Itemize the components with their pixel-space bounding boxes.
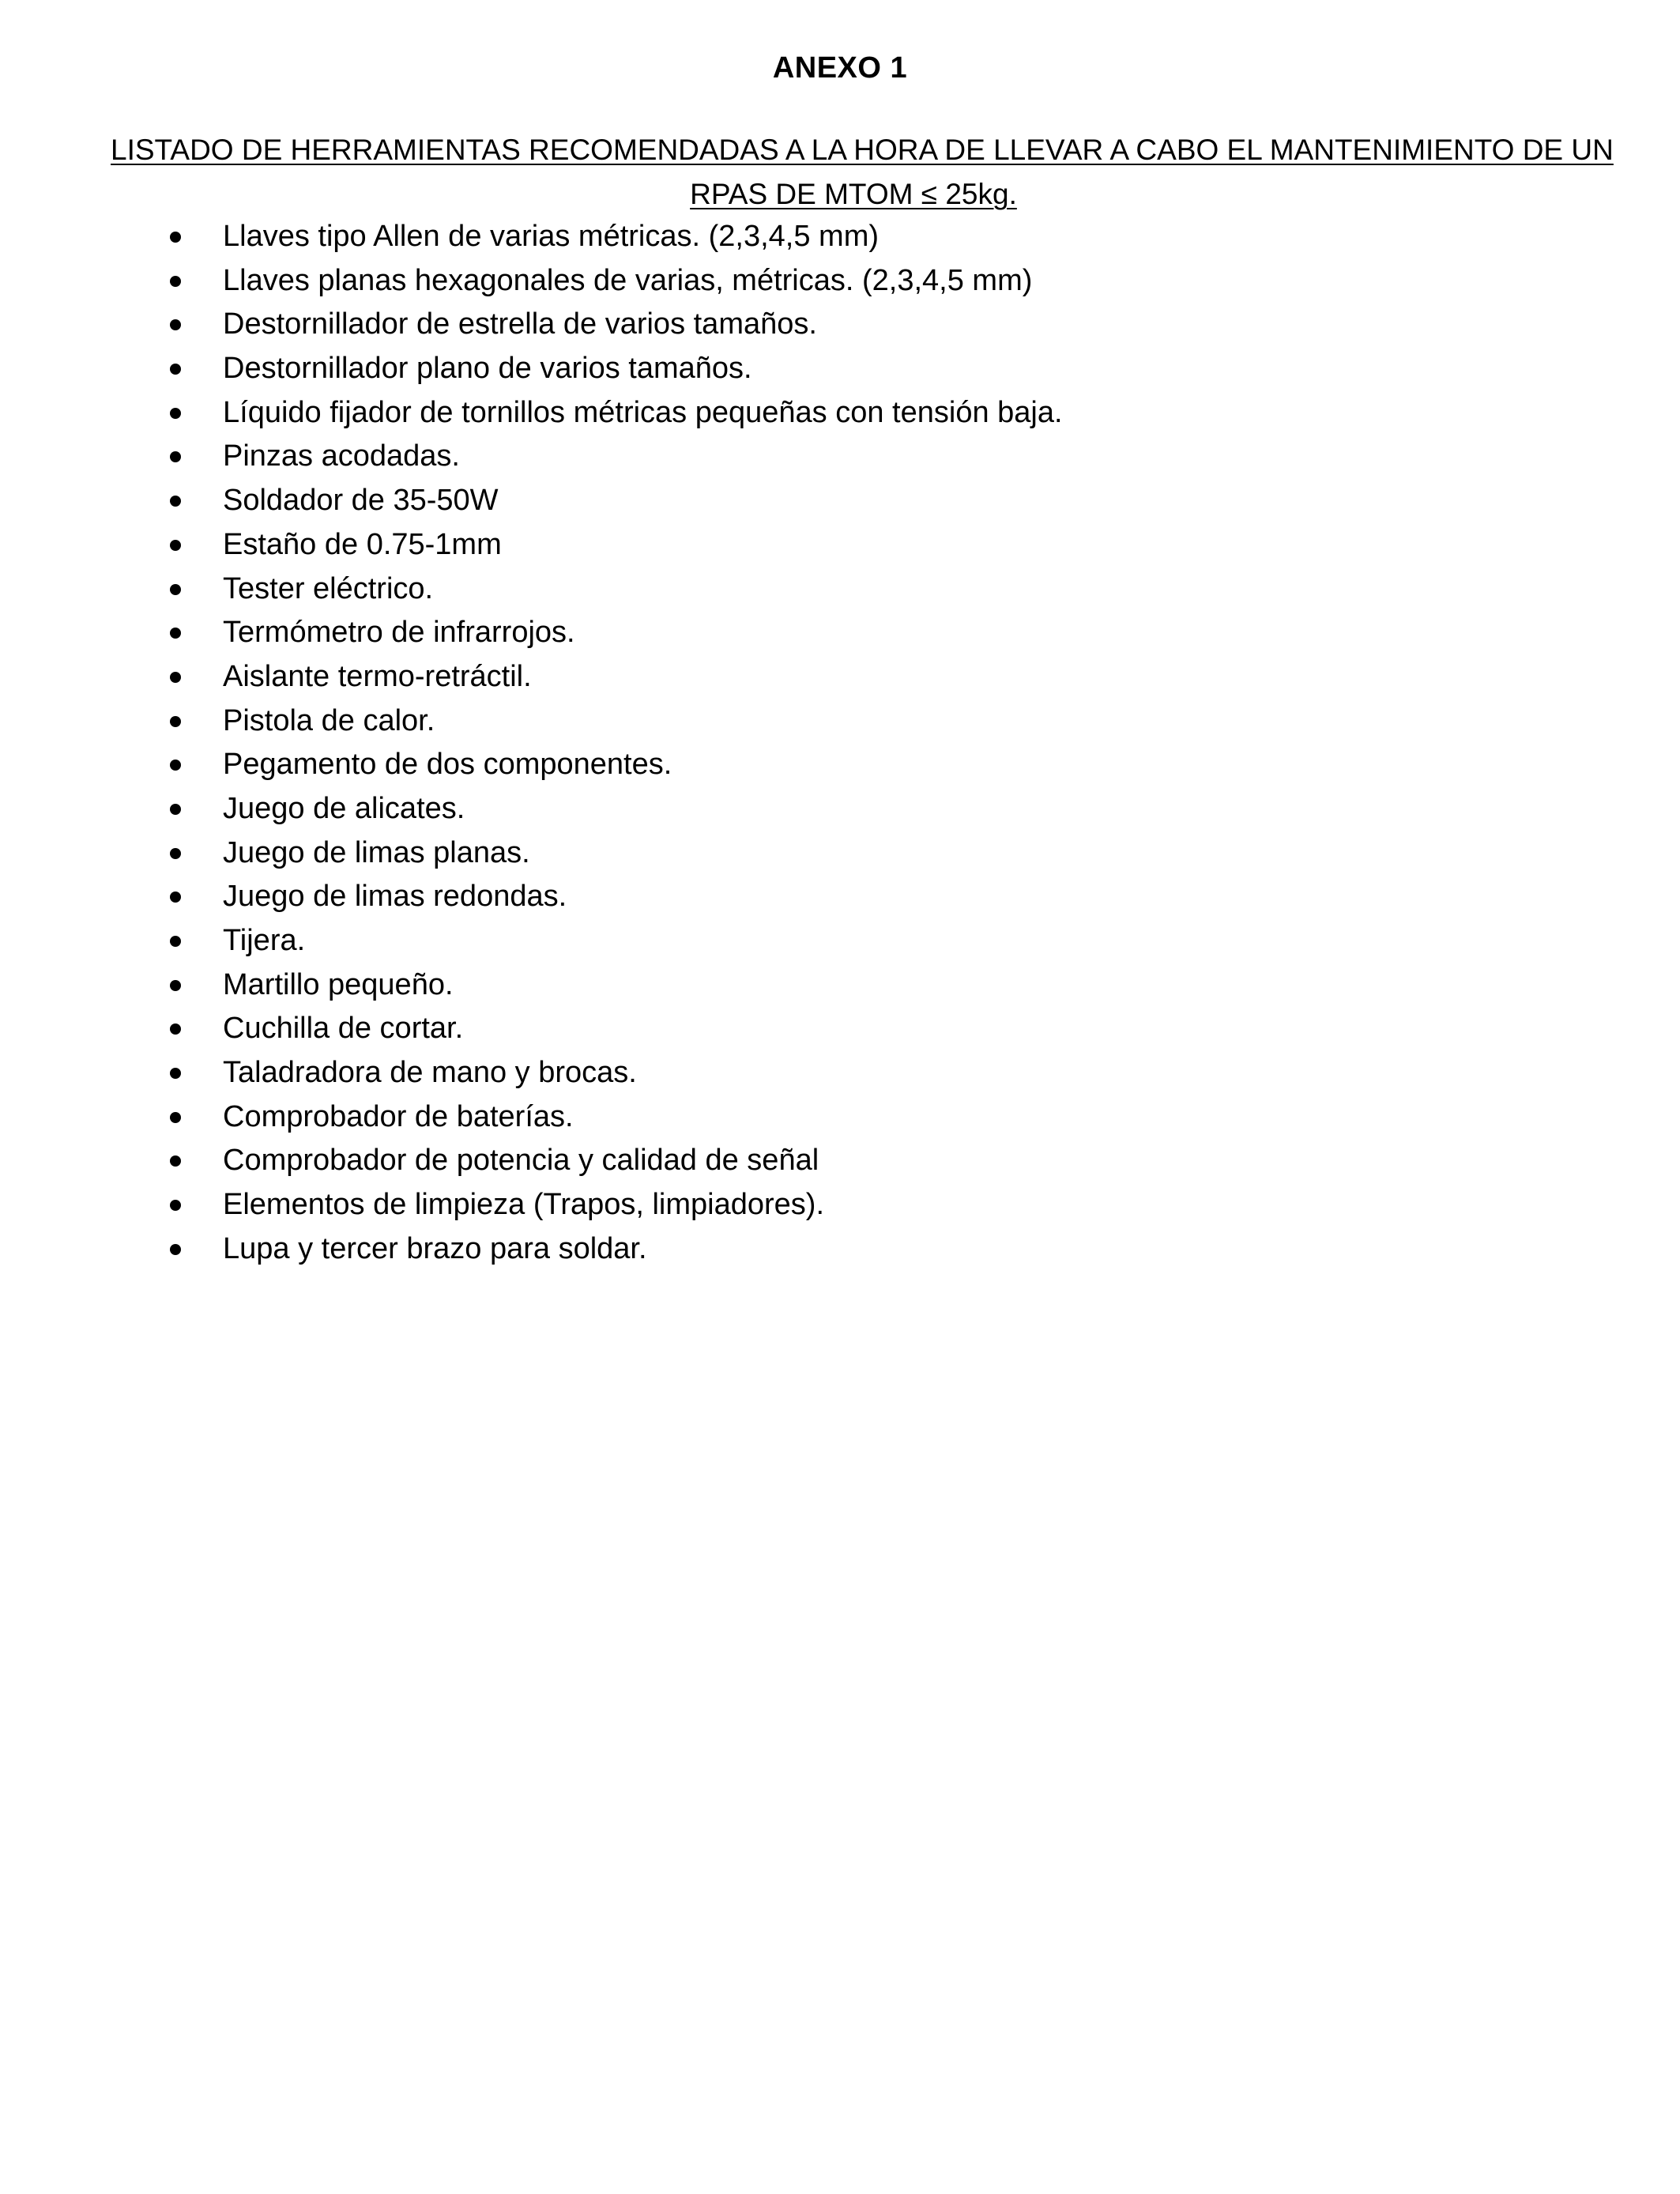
list-item-text: Tijera. bbox=[223, 924, 306, 957]
bullet-icon bbox=[170, 540, 181, 551]
list-item-text: Líquido fijador de tornillos métricas pequeñas con tensión baja. bbox=[223, 395, 1063, 429]
list-item-text: Estaño de 0.75-1mm bbox=[223, 527, 502, 561]
list-item-text: Llaves tipo Allen de varias métricas. (2,3,4,5 mm) bbox=[223, 220, 880, 253]
list-item-text: Comprobador de baterías. bbox=[223, 1099, 574, 1133]
bullet-icon bbox=[170, 451, 181, 462]
bullet-icon bbox=[170, 980, 181, 991]
subtitle-line-1: LISTADO DE HERRAMIENTAS RECOMENDADAS A LA HORA DE LLEVAR A CABO EL MANTENIMIENTO DE UN bbox=[111, 134, 1614, 166]
list-item-text: Pegamento de dos componentes. bbox=[223, 748, 672, 782]
list-item-text: Soldador de 35-50W bbox=[223, 484, 499, 518]
bullet-icon bbox=[170, 496, 181, 507]
bullet-icon bbox=[170, 936, 181, 947]
bullet-icon bbox=[170, 892, 181, 903]
bullet-icon bbox=[170, 716, 181, 727]
bullet-icon bbox=[170, 1112, 181, 1123]
list-item-text: Juego de limas planas. bbox=[223, 835, 530, 869]
bullet-icon bbox=[170, 1068, 181, 1079]
bullet-icon bbox=[170, 1023, 181, 1035]
bullet-icon bbox=[170, 848, 181, 859]
bullet-icon bbox=[170, 408, 181, 419]
list-item-text: Aislante termo-retráctil. bbox=[223, 659, 532, 693]
list-item-text: Martillo pequeño. bbox=[223, 967, 454, 1001]
list-item-text: Cuchilla de cortar. bbox=[223, 1012, 464, 1046]
bullet-icon bbox=[170, 1200, 181, 1211]
bullet-icon bbox=[170, 1155, 181, 1167]
list-item-text: Termómetro de infrarrojos. bbox=[223, 616, 575, 650]
list-item-text: Pistola de calor. bbox=[223, 703, 435, 737]
bullet-icon bbox=[170, 232, 181, 243]
bullet-icon bbox=[170, 760, 181, 771]
document-subtitle bbox=[111, 128, 1614, 217]
list-item-text: Juego de limas redondas. bbox=[223, 880, 567, 914]
bullet-icon bbox=[170, 1244, 181, 1255]
bullet-icon bbox=[170, 804, 181, 815]
subtitle-line-2: RPAS DE MTOM ≤ 25kg. bbox=[690, 178, 1017, 210]
list-item-text: Taladradora de mano y brocas. bbox=[223, 1056, 637, 1090]
list-item-text: Juego de alicates. bbox=[223, 791, 465, 825]
bullet-icon bbox=[170, 672, 181, 683]
list-item-text: Destornillador plano de varios tamaños. bbox=[223, 352, 752, 386]
list-item-text: Pinzas acodadas. bbox=[223, 439, 460, 473]
bullet-icon bbox=[170, 276, 181, 287]
bullet-icon bbox=[170, 364, 181, 375]
bullet-icon bbox=[170, 584, 181, 595]
bullet-icon bbox=[170, 628, 181, 639]
document-title: ANEXO 1 bbox=[772, 51, 908, 85]
list-item-text: Destornillador de estrella de varios tamaños. bbox=[223, 307, 817, 341]
list-item-text: Elementos de limpieza (Trapos, limpiadores). bbox=[223, 1188, 825, 1222]
list-item-text: Comprobador de potencia y calidad de señal bbox=[223, 1144, 819, 1178]
list-item-text: Tester eléctrico. bbox=[223, 571, 434, 605]
bullet-icon bbox=[170, 319, 181, 330]
list-item-text: Llaves planas hexagonales de varias, métricas. (2,3,4,5 mm) bbox=[223, 263, 1033, 297]
list-item-text: Lupa y tercer brazo para soldar. bbox=[223, 1231, 647, 1265]
